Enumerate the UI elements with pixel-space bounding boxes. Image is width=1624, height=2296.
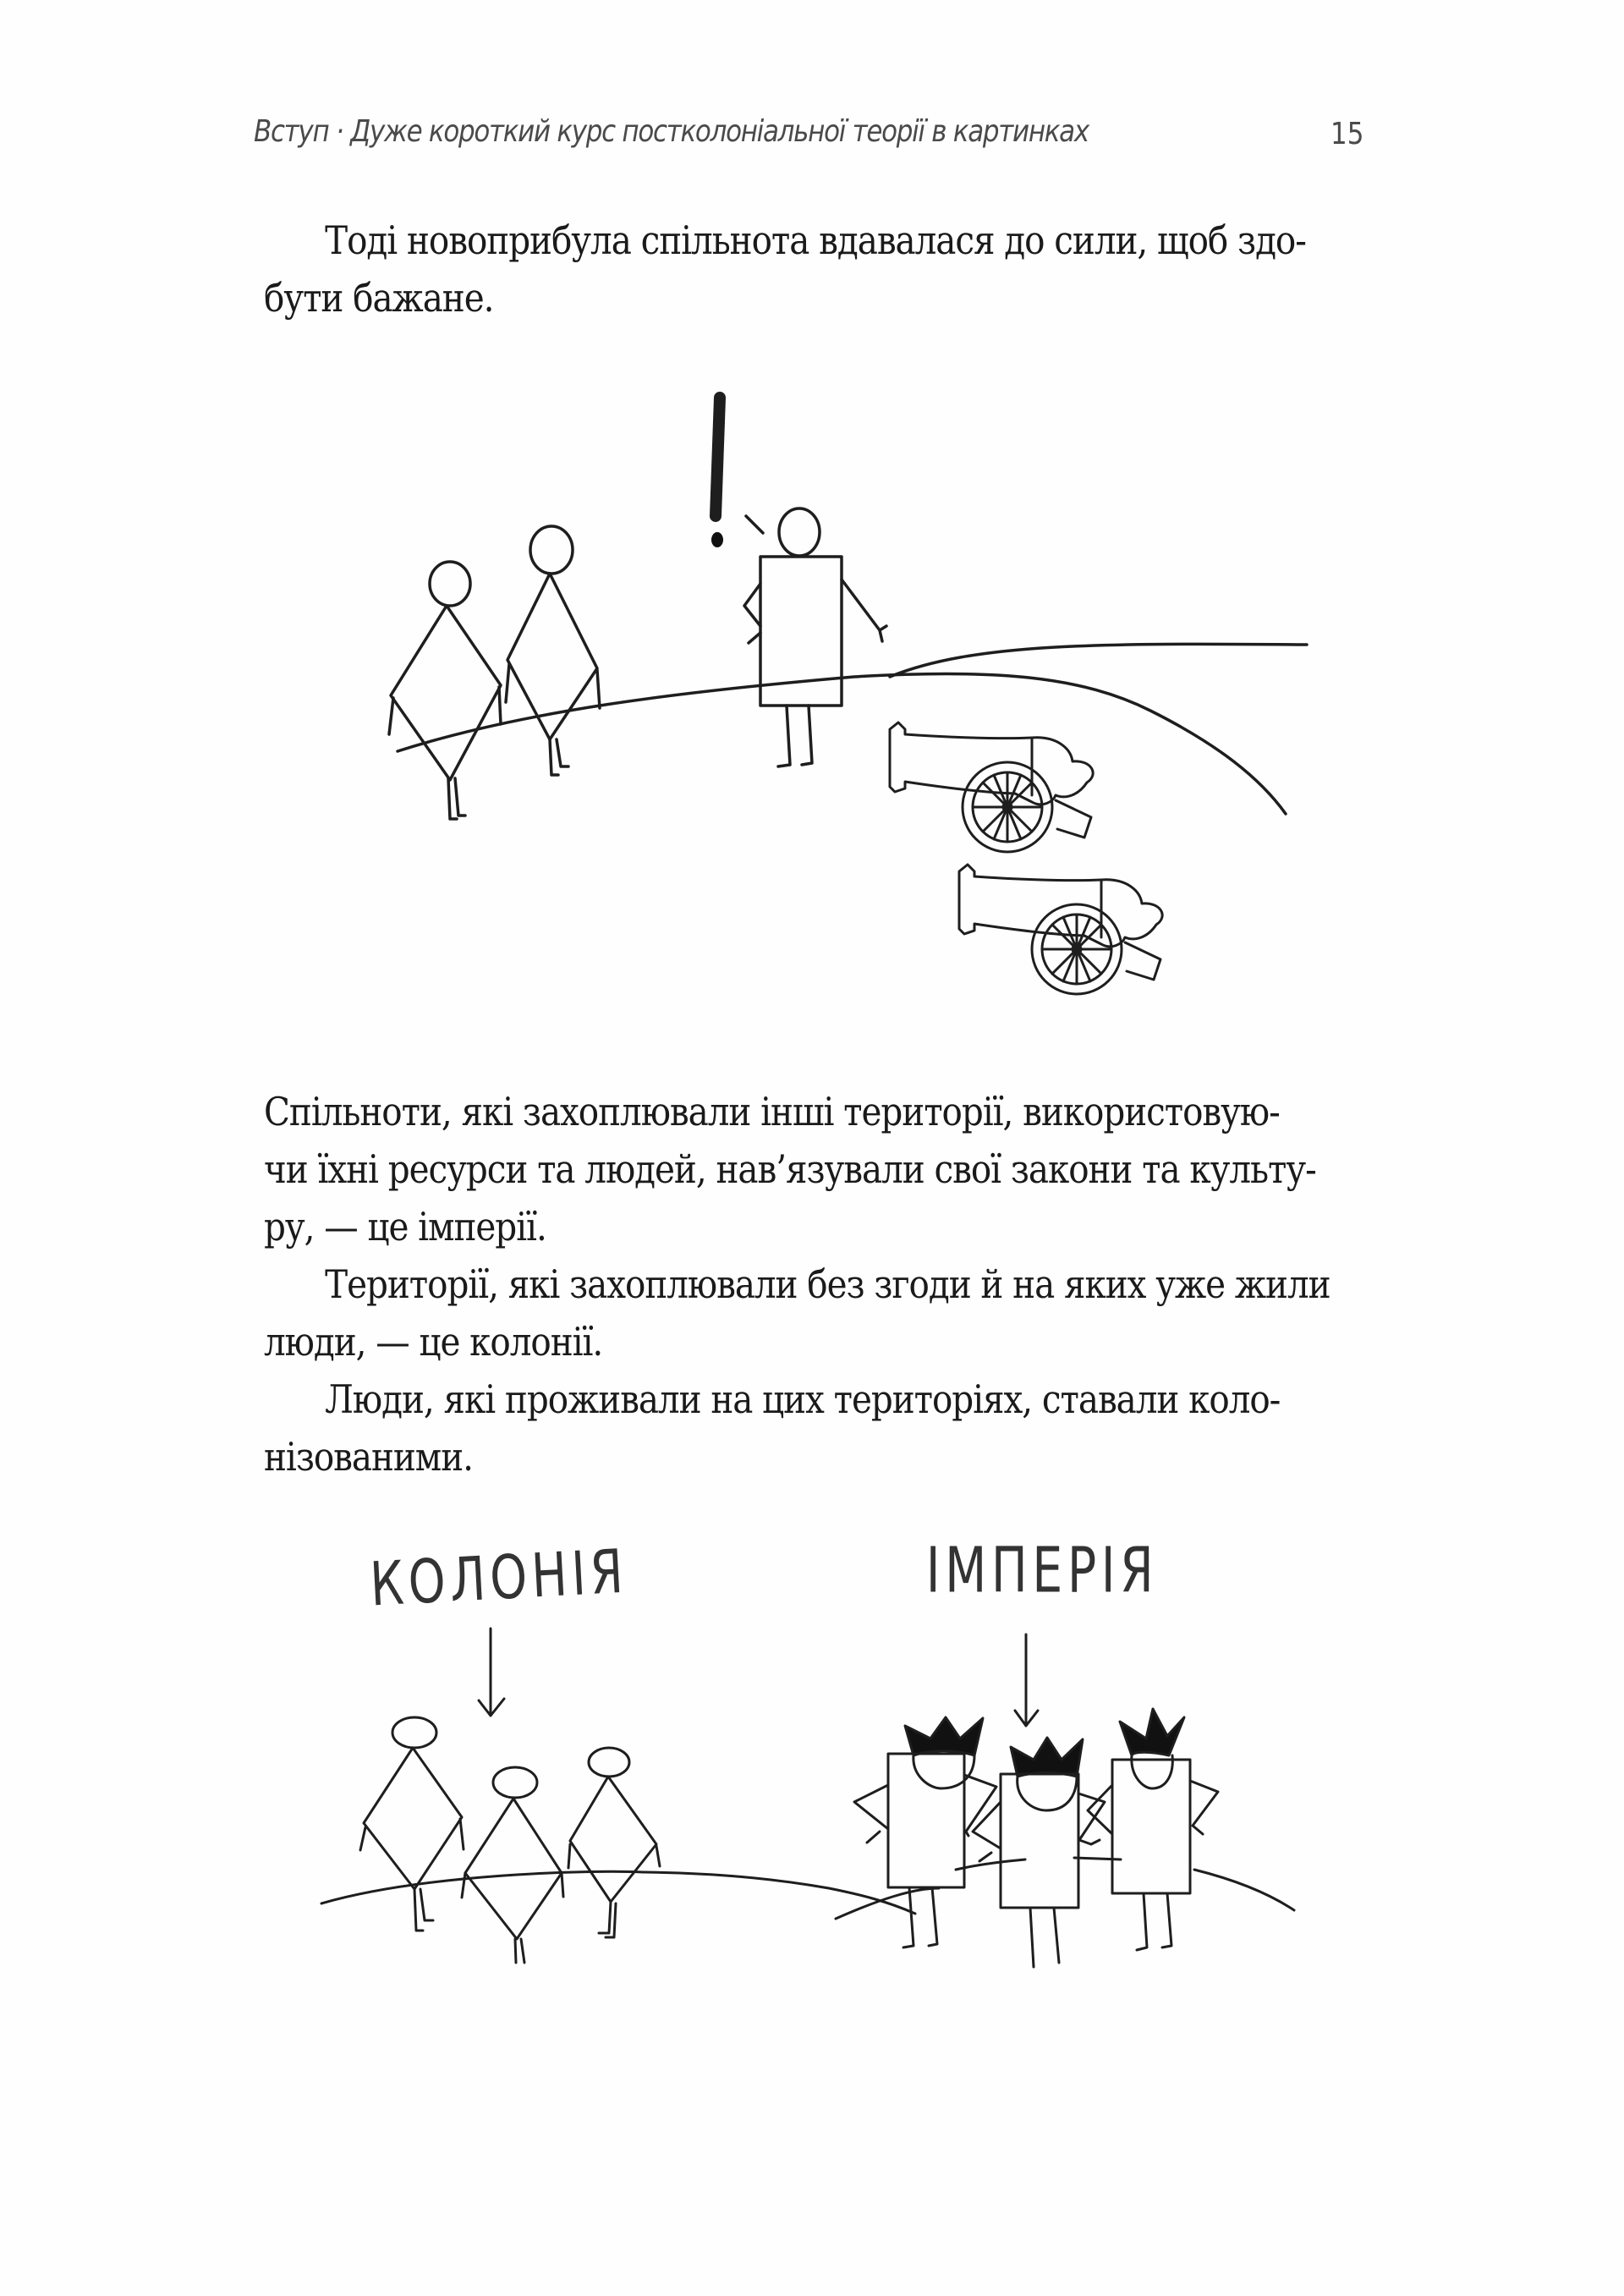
paragraph-line: Спільноти, які захоплювали інші території, використовую-: [264, 1089, 1280, 1134]
paragraph-line: бути бажане.: [264, 275, 494, 321]
crown-icon: [905, 1717, 983, 1755]
diamond-figure: [462, 1767, 563, 1963]
page-number: 15: [1330, 117, 1364, 151]
running-title: Вступ · Дуже короткий курс постколоніальної теорії в картинках: [254, 114, 1089, 149]
crowned-rectangle-figure: [1088, 1709, 1218, 1950]
paragraph-line: Люди, які проживали на цих територіях, ставали коло-: [325, 1376, 1281, 1422]
paragraph-line: ру, — це імперії.: [264, 1204, 546, 1250]
crown-icon: [1120, 1709, 1184, 1755]
crown-icon: [1011, 1738, 1083, 1777]
paragraph-line: люди, — це колонії.: [264, 1319, 603, 1365]
empire-label: ІМПЕРІЯ: [925, 1533, 1159, 1607]
diamond-figure: [360, 1717, 464, 1931]
paragraph-line: Тоді новоприбула спільнота вдавалася до сили, щоб здо-: [325, 217, 1306, 263]
paragraph-line: Території, які захоплювали без згоди й на яких уже жили: [325, 1261, 1330, 1307]
diamond-figure: [568, 1748, 660, 1937]
arrow-down-icon: [1015, 1634, 1038, 1726]
paragraph-line: чи їхні ресурси та людей, нав’язували свої закони та культу-: [264, 1146, 1316, 1192]
paragraph-line: нізованими.: [264, 1434, 473, 1480]
colony-label: КОЛОНІЯ: [368, 1537, 629, 1621]
crowned-rectangle-figure: [973, 1738, 1105, 1967]
arrow-down-icon: [479, 1629, 504, 1716]
